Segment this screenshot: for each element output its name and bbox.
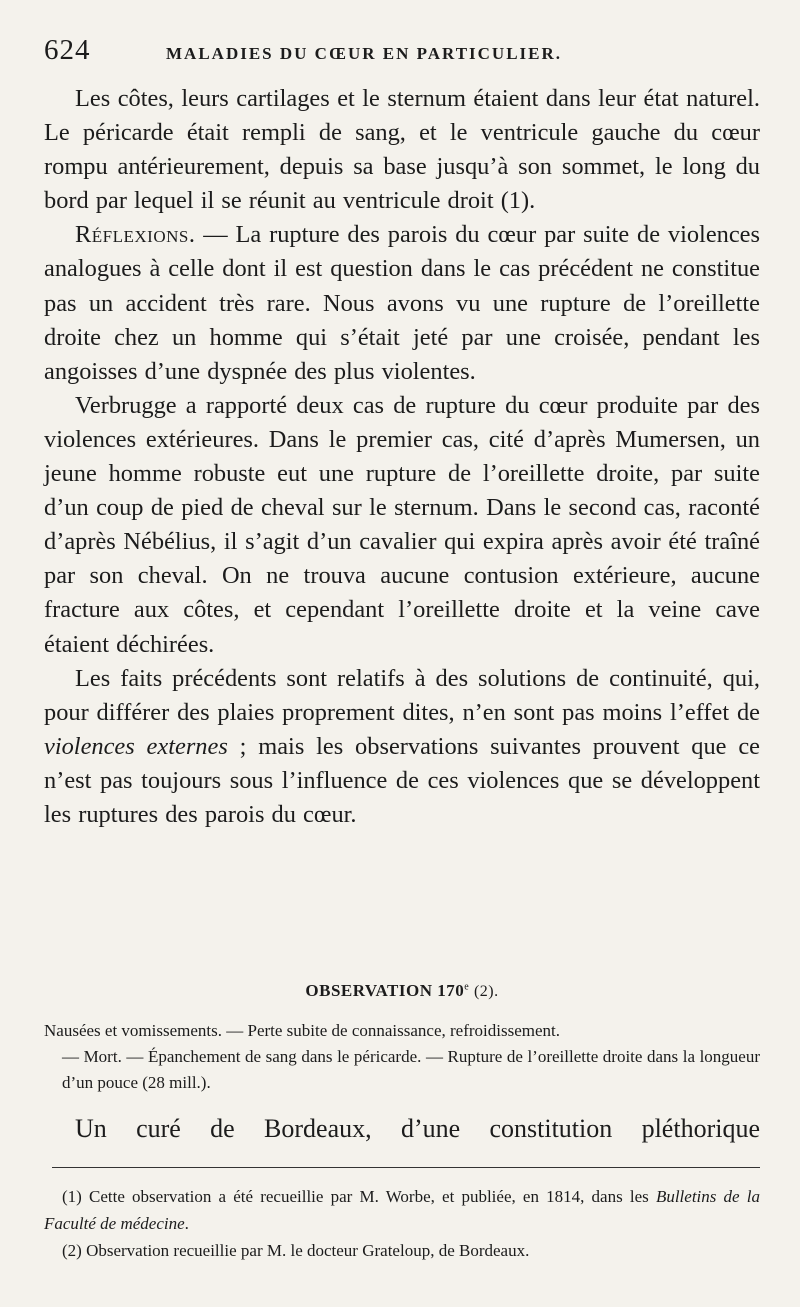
page-number: 624 — [44, 34, 91, 66]
summary-line-2: — Mort. — Épanchement de sang dans le péricarde. — Rupture de l’oreillette droite dans la longueur d’un pouce (28 mill.). — [62, 1047, 760, 1092]
faits-italic: violences externes — [44, 732, 228, 760]
reflexions-label: Réflexions. — [75, 221, 196, 249]
page-header — [44, 34, 759, 68]
paragraph-autopsy: Les côtes, leurs cartilages et le sternum étaient dans leur état naturel. Le péricarde était rempli de sang, et le ventricule gauche du cœur rompu antérieurement, depuis sa base jusqu’à son sommet, le long du bord par lequel il se réunit au ventricule droit (1). — [44, 85, 760, 215]
observation-summary — [44, 1018, 760, 1096]
running-title: MALADIES DU CŒUR EN PARTICULIER. — [166, 44, 563, 63]
observation-title: OBSERVATION 170 — [305, 981, 465, 1000]
footnotes — [44, 1183, 760, 1264]
footnote-divider — [52, 1167, 760, 1168]
reflexions-text: — La rupture des parois du cœur par suite de violences analogues à celle dont il est question dans le cas précédent ne constitue pas un accident très rare. Nous avons vu une rupture de l’oreillette droite chez un homme qui s’était jeté par une croisée, pendant les angoisses d’une dyspnée des plus violentes. — [44, 221, 760, 385]
observation-heading — [44, 981, 760, 1001]
main-text — [44, 82, 760, 832]
footnote-1 — [44, 1183, 760, 1237]
faits-text-start: Les faits précédents sont relatifs à des solutions de continuité, qui, pour différer des plaies proprement dites, n’en sont pas moins l’effet de — [44, 664, 760, 726]
paragraph-faits — [44, 662, 760, 832]
observation-narrative: Un curé de Bordeaux, d’une constitution pléthorique — [75, 1114, 760, 1143]
paragraph-verbrugge: Verbrugge a rapporté deux cas de rupture du cœur produite par des violences extérieures. Dans le premier cas, cité d’après Mumersen, un jeune homme robuste eut une rupture de l’oreillette droite, par suite d’un coup de pied de cheval sur le sternum. Dans le second cas, raconté d’après Nébélius, il s’agit d’un cavalier qui expira après avoir été traîné par son cheval. On ne trouva aucune contusion extérieure, aucune fracture aux côtes, et cependant l’oreillette droite et la veine cave étaient déchirées. — [44, 391, 760, 658]
paragraph-reflexions — [44, 218, 760, 388]
observation-sup: e — [464, 981, 470, 993]
observation-footnote-ref: (2). — [473, 983, 499, 1000]
faits-text-end: ; mais les observations suivantes prouvent que ce n’est pas toujours sous l’influence de ces violences que se développent les ruptures des parois du cœur. — [44, 732, 760, 828]
footnote-1-end: . — [184, 1214, 189, 1233]
summary-line-1: Nausées et vomissements. — Perte subite de connaissance, refroidissement. — [44, 1021, 561, 1040]
footnote-2: (2) Observation recueillie par M. le docteur Grateloup, de Bordeaux. — [62, 1241, 530, 1260]
footnote-1-text: (1) Cette observation a été recueillie par M. Worbe, et publiée, en 1814, dans les — [62, 1187, 656, 1206]
footnote-1-italic: Bulletins de la Faculté de médecine — [44, 1187, 760, 1233]
